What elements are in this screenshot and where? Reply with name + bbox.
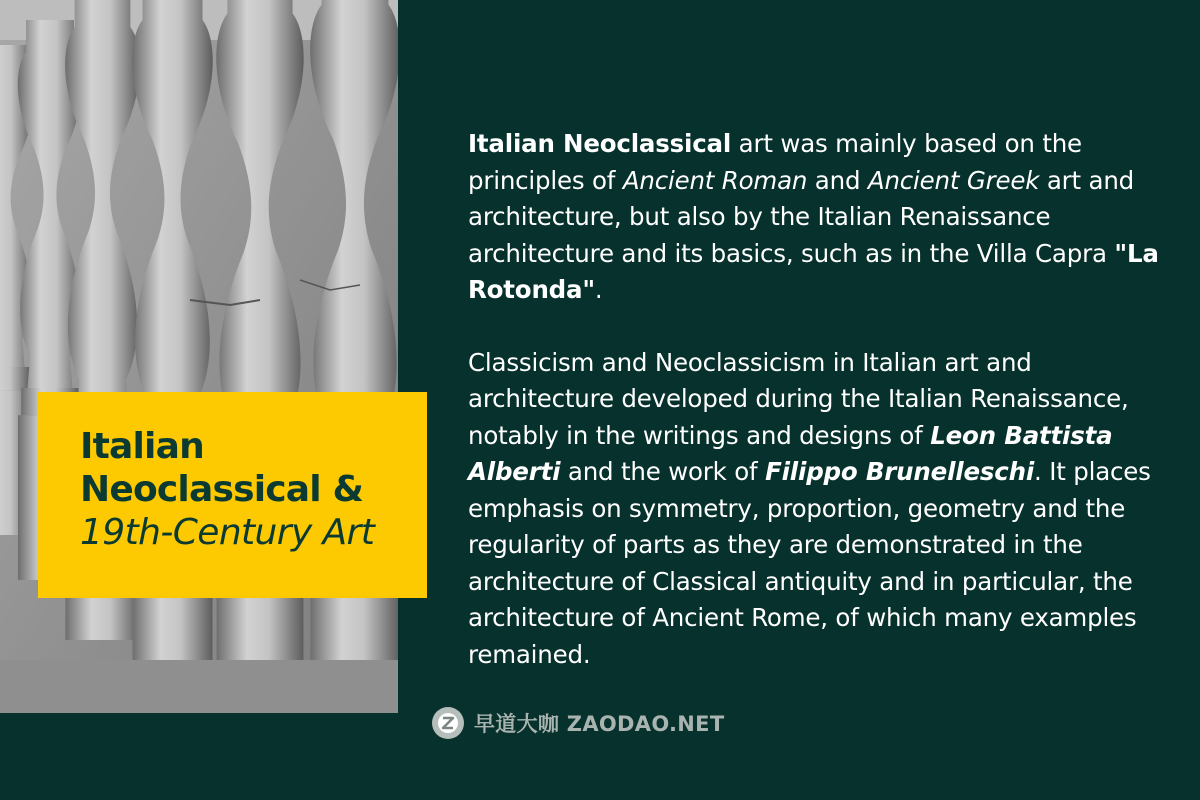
title-card [38, 392, 427, 598]
p1-bold-term: Italian Neoclassical [468, 129, 732, 158]
watermark-text: 早道大咖 ZAODAO.NET [474, 712, 725, 736]
p2-text-a: Classicism and Neoclassicism in Italian art and architecture developed during the Italian Renaissance, notably in the writings and designs of [468, 347, 1129, 450]
watermark-logo-icon [432, 707, 464, 739]
p1-text-a: art was mainly based on the principles of [468, 129, 1082, 195]
title-line-1: Italian [80, 426, 204, 467]
p2-text-c: . It places emphasis on symmetry, proportion, geometry and the regularity of parts as they are demonstrated in the architecture of Classical antiquity and in particular, the architecture of Ancient Rome, of which many examples remained. [468, 457, 1151, 669]
p2-text-b: and the work of [560, 457, 766, 486]
p1-italic-roman: Ancient Roman [622, 165, 808, 195]
paragraph-1 [468, 126, 1168, 309]
body-text [468, 126, 1168, 673]
p1-italic-greek: Ancient Greek [867, 165, 1040, 195]
p1-bold-rotonda: "La Rotonda" [468, 238, 1159, 304]
balustrade-illustration [0, 0, 398, 713]
watermark [432, 707, 724, 739]
p1-text-d: . [594, 275, 603, 304]
paragraph-2 [468, 345, 1168, 674]
p2-bold-italic-alberti: Leon Battista Alberti [468, 420, 1113, 486]
title-line-3: 19th-Century Art [80, 512, 375, 553]
balustrade-photo [0, 0, 398, 713]
p1-text-c: art and architecture, but also by the Italian Renaissance architecture and its basics, such as in the Villa Capra [468, 165, 1135, 268]
p2-bold-italic-brunelleschi: Filippo Brunelleschi [765, 457, 1035, 486]
p1-text-b: and [807, 165, 868, 195]
title-line-2: Neoclassical & [80, 469, 364, 510]
